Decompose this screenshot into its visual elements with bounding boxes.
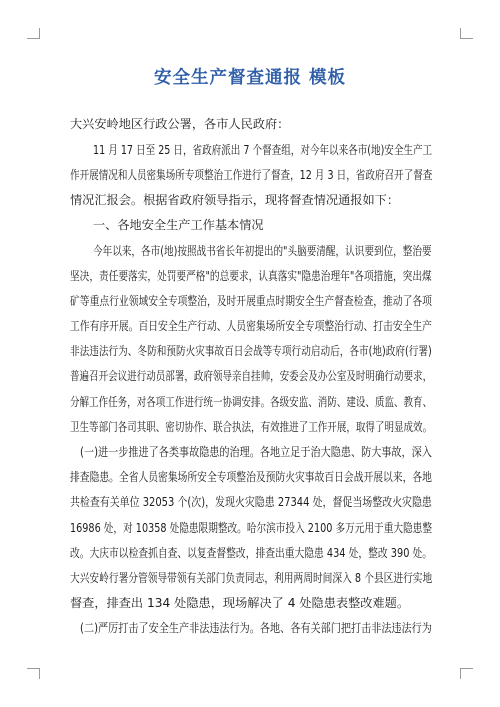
body-line: 普遍召开会议进行动员部署，政府领导亲自挂帅，安委会及办公室及时明确行动要求， xyxy=(70,369,433,383)
crop-mark-top-left xyxy=(27,28,40,39)
body-line: 分解工作任务，对各项工作进行统一协调安排。各级安监、消防、建设、质监、教育、 xyxy=(70,395,433,409)
body-line: 矿等重点行业领域安全专项整治，及时开展重点时期安全生产督查检查，推动了各项 xyxy=(70,294,432,308)
body-line: 非法违法行为、冬防和预防火灾事故百日会战等专项行动启动后，各市(地)政府(行署) xyxy=(70,344,432,358)
body-line: 16986 处，对 10358 处隐患限期整改。哈尔滨市投入 2100 多万元用于重大隐患整 xyxy=(70,521,432,535)
body-line: 今年以来，各市(地)按照战书省长年初提出的"头脑要清醒，认识要到位，整治要 xyxy=(93,244,432,258)
subsection-line: (一)进一步推进了各类事故隐患的治理。各地立足于治大隐患、防大事故，深入 xyxy=(80,445,432,459)
body-line: 坚决，责任要落实，处罚要严格"的总要求，认真落实"隐患治理年"各项措施，突出煤 xyxy=(70,269,432,283)
crop-mark-bottom-left xyxy=(27,668,40,679)
document-title: 安全生产督查通报 模板 xyxy=(153,68,347,88)
body-line: 排查隐患。全省人员密集场所安全专项整治及预防火灾事故百日会战开展以来，各地 xyxy=(70,470,432,484)
body-line: 作开展情况和人员密集场所专项整治工作进行了督查，12 月 3 日，省政府召开了督查 xyxy=(70,168,433,182)
body-line: 工作有序开展。百日安全生产行动、人员密集场所安全专项整治行动、打击安全生产 xyxy=(70,319,432,333)
body-line: 督查，排查出 134 处隐患，现场解决了 4 处隐患表整改难题。 xyxy=(70,596,410,610)
body-line: 改。大庆市以检查抓自查、以复查督整改，排查出重大隐患 434 处，整改 390 处。 xyxy=(70,546,433,560)
body-line: 卫生等部门各司其职、密切协作、联合执法，有效推进了工作开展，取得了明显成效。 xyxy=(70,420,433,434)
salutation-line: 大兴安岭地区行政公署，各市人民政府： xyxy=(70,117,290,131)
section-heading: 一、各地安全生产工作基本情况 xyxy=(93,218,264,232)
subsection-line: (二)严厉打击了安全生产非法违法行为。各地、各有关部门把打击非法违法行为 xyxy=(80,621,432,635)
crop-mark-top-right xyxy=(460,28,473,39)
crop-mark-bottom-right xyxy=(460,668,473,679)
body-line: 11 月 17 日至 25 日，省政府派出 7 个督查组，对今年以来各市(地)安全生产工 xyxy=(93,143,433,157)
body-line: 大兴安岭行署分管领导带领有关部门负责同志，利用两周时间深入 8 个县区进行实地 xyxy=(70,571,433,585)
body-line: 共检查有关单位 32053 个(次)，发现火灾隐患 27344 处，督促当场整改火灾隐患 xyxy=(70,495,432,509)
body-line: 情况汇报会。根据省政府领导指示，现将督查情况通报如下： xyxy=(70,193,400,207)
